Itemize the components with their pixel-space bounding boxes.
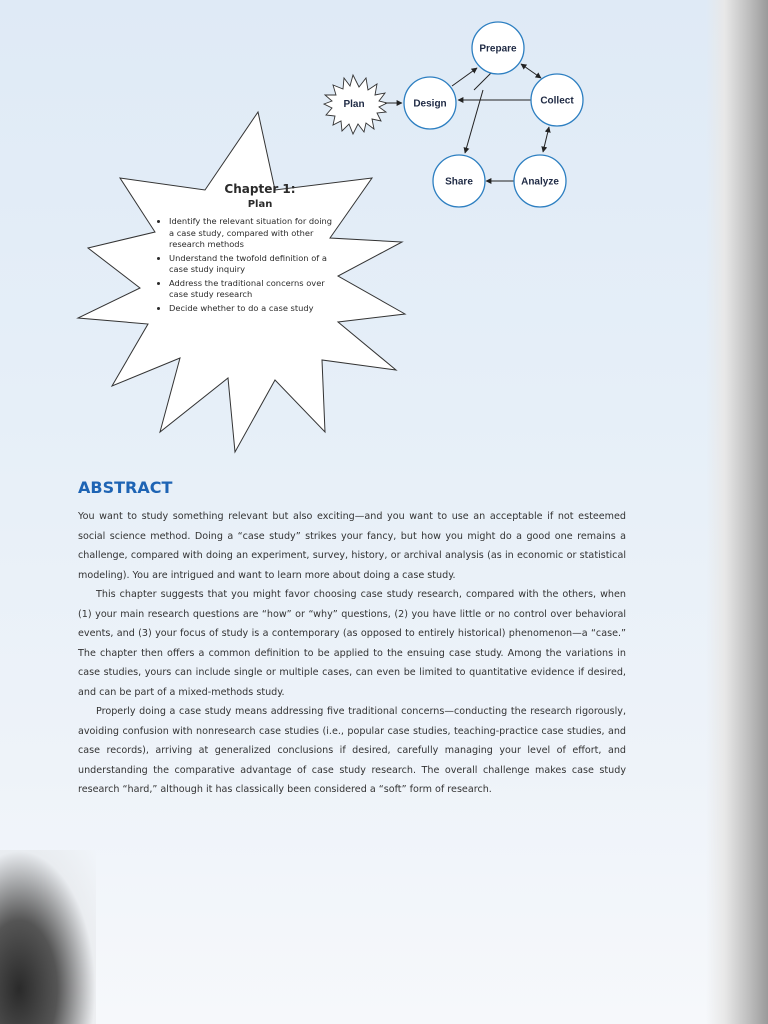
abstract-paragraph: Properly doing a case study means addressing five traditional concerns—conducting the research rigorously, avoiding confusion with nonresearch case studies (i.e., popular case studies, teaching-practice case studies, and case records), arriving at generalized conclusions if desired, carefully managing your level of effort, and understanding the comparative advantage of case study research. The overall challenge makes case study research “hard,” although it has classically been considered a “soft” form of research.	[78, 706, 626, 795]
objectives-list	[155, 216, 335, 314]
abstract-body	[78, 507, 626, 800]
node-analyze	[514, 155, 566, 207]
arrow-design-to-share	[465, 90, 483, 153]
objective-item: • Identify the relevant situation for doing a case study, compared with other research methods	[169, 216, 335, 251]
scan-artifact	[0, 850, 96, 1024]
node-collect	[531, 74, 583, 126]
abstract-heading: ABSTRACT	[78, 478, 173, 497]
chapter-objectives-box	[155, 182, 335, 316]
arrow-prepare-to-design	[474, 72, 492, 90]
svg-text:Share: Share	[445, 176, 473, 188]
arrow-collect-analyze	[543, 127, 549, 152]
svg-text:Design: Design	[413, 98, 447, 110]
abstract-paragraph: You want to study something relevant but also exciting—and you want to use an acceptable if not esteemed social science method. Doing a “case study” strikes your fancy, but how you might do a good one remains a challenge, compared with doing an experiment, survey, history, or archival analysis (as in economic or statistical modeling). You are intrigued and want to learn more about doing a case study.	[78, 511, 626, 581]
page-edge-shadow	[706, 0, 768, 1024]
abstract-paragraph: This chapter suggests that you might favor choosing case study research, compared with the others, when (1) your main research questions are “how” or “why” questions, (2) you have little or no control over behavioral events, and (3) your focus of study is a contemporary (as opposed to entirely historical) phenomenon—a “case.” The chapter then offers a common definition to be applied to the ensuing case study. Among the variations in case studies, yours can include single or multiple cases, can even be limited to quantitative evidence if desired, and can be part of a mixed-methods study.	[78, 589, 626, 698]
node-share	[433, 155, 485, 207]
node-design	[404, 77, 456, 129]
objective-item: • Address the traditional concerns over case study research	[169, 278, 335, 301]
objective-item: • Decide whether to do a case study	[169, 303, 335, 315]
arrow-prepare-collect	[521, 64, 541, 78]
node-plan	[343, 99, 364, 110]
svg-text:Analyze: Analyze	[521, 176, 559, 188]
node-prepare	[472, 22, 524, 74]
objective-item: • Understand the twofold definition of a case study inquiry	[169, 253, 335, 276]
chapter-title: Chapter 1:	[224, 182, 296, 196]
arrow-design-to-prepare	[452, 68, 477, 86]
svg-text:Plan: Plan	[343, 99, 365, 110]
svg-text:Collect: Collect	[540, 95, 574, 107]
svg-text:Prepare: Prepare	[479, 43, 517, 55]
chapter-subtitle: Plan	[247, 199, 273, 210]
